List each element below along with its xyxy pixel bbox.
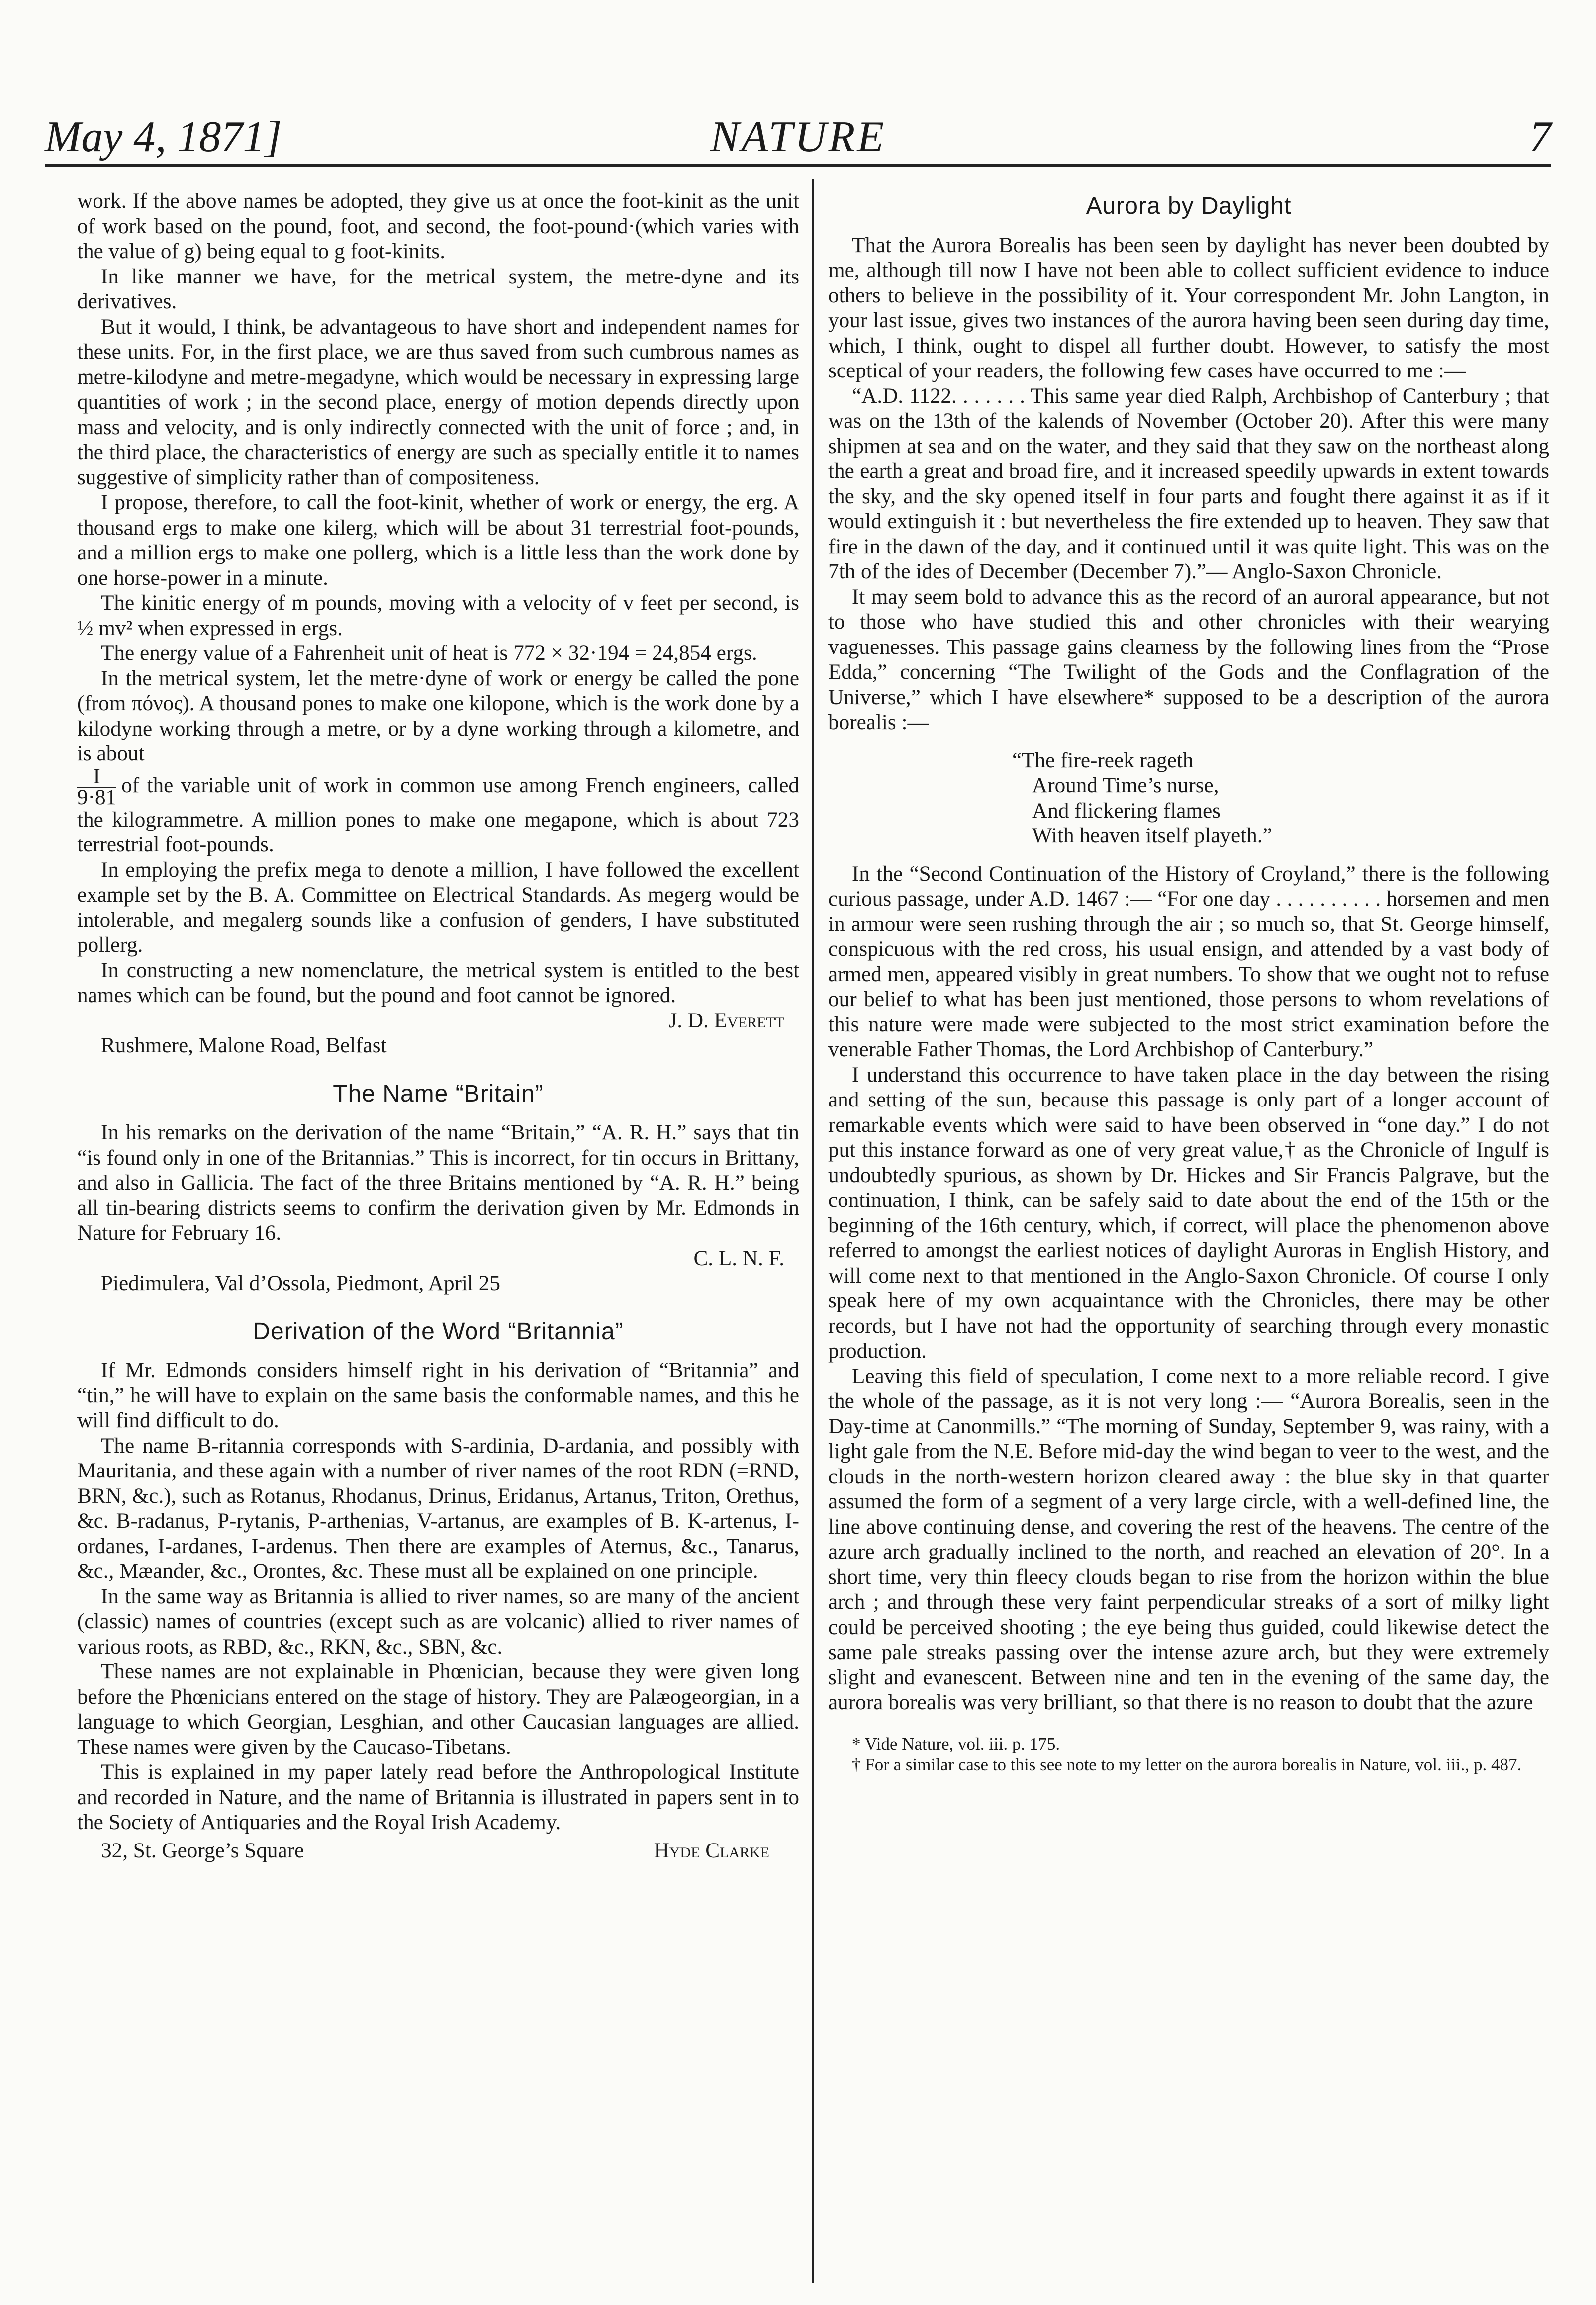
paragraph: It may seem bold to advance this as the record of an auroral appearance, but not to those who have studied this and other chronicles with their wearying vaguenesses. This passage gains clearness by the following lines from the “Prose Edda,” concerning “The Twilight of the Gods and the Conflagration of the Universe,” which I have elsewhere* supposed to be a description of the aurora borealis :— <box>828 585 1549 734</box>
article-heading: Aurora by Daylight <box>1086 193 1292 219</box>
paragraph: In like manner we have, for the metrical system, the metre-dyne and its derivatives. <box>77 265 799 313</box>
signature-line <box>77 1839 799 1864</box>
paragraph: But it would, I think, be advantageous to have short and independent names for these units. For, in the first place, we are thus saved from such cumbrous names as metre-kilodyne and metre-megadyne, which would be necessary in expressing large quantities of work ; in the second place, energy of motion depends directly upon mass and velocity, and is only indirectly connected with the unit of force ; and, in the third place, the characteristics of energy are such as specially entitle it to names suggestive of simplicity rather than of compositeness. <box>77 315 799 489</box>
paragraph: In his remarks on the derivation of the name “Britain,” “A. R. H.” says that tin “is found only in one of the Britannias.” This is incorrect, for tin occurs in Brittany, and also in Gallicia. The fact of the three Britains mentioned by “A. R. H.” being all tin-bearing districts seems to confirm the derivation given by Mr. Edmonds in Nature for February 16. <box>77 1121 799 1245</box>
right-column <box>828 189 1549 1775</box>
paragraph: In the same way as Britannia is allied to river names, so are many of the ancient (classic) names of countries (except such as are volcanic) allied to river names of various roots, as RBD, &c., RKN, &c., SBN, &c. <box>77 1584 799 1659</box>
paragraph: If Mr. Edmonds considers himself right in his derivation of “Britannia” and “tin,” he will have to explain on the same basis the conformable names, and this he will find difficult to do. <box>77 1359 799 1432</box>
signature: J. D. Everett <box>668 1009 784 1032</box>
paragraph: These names are not explainable in Phœnician, because they were given long before the Phœnicians entered on the stage of history. They are Palæogeorgian, in a language to which Georgian, Lesghian, and other Caucasian languages are allied. These names were given by the Caucaso-Tibetans. <box>77 1660 799 1759</box>
paragraph: The energy value of a Fahrenheit unit of heat is 772 × 32·194 = 24,854 ergs. <box>101 642 757 665</box>
address: 32, St. George’s Square <box>101 1839 304 1862</box>
paragraph: In constructing a new nomenclature, the metrical system is entitled to the best names which can be found, but the pound and foot cannot be ignored. <box>77 958 799 1007</box>
paragraph: I propose, therefore, to call the foot-kinit, whether of work or energy, the erg. A thousand ergs to make one kilerg, which will be about 31 terrestrial foot-pounds, and a million ergs to make one pollerg, which is a little less than the work done by one horse-power in a minute. <box>77 491 799 590</box>
footnotes <box>828 1734 1549 1775</box>
poem-line: With heaven itself playeth.” <box>1032 824 1272 847</box>
signature: Hyde Clarke <box>654 1839 769 1862</box>
fraction-denominator: 9·81 <box>77 785 117 809</box>
paragraph: In employing the prefix mega to denote a million, I have followed the excellent example set by the B. A. Committee on Electrical Standards. As megerg would be intolerable, and megalerg sounds like a confusion of genders, I have substituted pollerg. <box>77 858 799 957</box>
address: Piedimulera, Val d’Ossola, Piedmont, April 25 <box>101 1272 500 1295</box>
page-number: 7 <box>1529 113 1551 161</box>
poem-line: “The fire-reek rageth <box>1012 748 1194 772</box>
issue-date: May 4, 1871] <box>45 113 282 161</box>
journal-title: NATURE <box>710 113 886 161</box>
paragraph: The kinitic energy of m pounds, moving with a velocity of v feet per second, is ½ mv² when expressed in ergs. <box>77 591 799 640</box>
quotation: “A.D. 1122. . . . . . . This same year died Ralph, Archbishop of Canterbury ; that was on the 13th of the kalends of November (October 20). After this were many shipmen at sea and on the water, and they said that they saw on the northeast along the earth a great and broad fire, and it increased speedily upwards in extent towards the sky, and the sky opened itself in four parts and fought there against it as if it would extinguish it : but nevertheless the fire extended up to heaven. They saw that fire in the dawn of the day, and it continued until it was quite light. This was on the 7th of the ides of December (December 7).”— Anglo-Saxon Chronicle. <box>828 384 1549 583</box>
paragraph: work. If the above names be adopted, they give us at once the foot-kinit as the unit of work based on the pound, foot, and second, the foot-pound·(which varies with the value of g) being equal to g foot-kinits. <box>77 189 799 263</box>
paragraph: In the metrical system, let the metre·dyne of work or energy be called the pone (from πόνος). A thousand pones to make one kilopone, which is the work done by a kilodyne working through a metre, or by a dyne working through a kilometre, and is about <box>77 666 799 765</box>
paragraph: That the Aurora Borealis has been seen by daylight has never been doubted by me, although till now I have not been able to collect sufficient evidence to induce others to believe in the possibility of it. Your correspondent Mr. John Langton, in your last issue, gives two instances of the aurora having been seen during day time, which, I think, ought to dispel all further doubt. However, to satisfy the most sceptical of your readers, the following few cases have occurred to me :— <box>828 233 1549 382</box>
poem <box>1012 748 1549 849</box>
paragraph: I understand this occurrence to have taken place in the day between the rising and setting of the sun, because this passage is only part of a longer account of remarkable events which were said to have been observed in “one day.” I do not put this instance forward as one of very great value,† as the Chronicle of Ingulf is undoubtedly spurious, as shown by Dr. Hickes and Sir Francis Palgrave, but the continuation, I think, can be safely said to date about the end of the 15th or the beginning of the 16th century, which, if correct, will place the phenomenon above referred to amongst the earliest notices of daylight Auroras in English History, and will come next to that mentioned in the Anglo-Saxon Chronicle. Of course I only speak here of my own acquaintance with the Chronicles, there may be other records, but I have not had the opportunity of searching through every monastic production. <box>828 1063 1549 1363</box>
article-heading: Derivation of the Word “Britannia” <box>253 1318 624 1345</box>
poem-line: Around Time’s nurse, <box>1032 774 1219 797</box>
left-column <box>77 189 799 1863</box>
fraction-numerator: I <box>77 767 116 788</box>
paragraph: Leaving this field of speculation, I come next to a more reliable record. I give the whole of the passage, as it is not very long :— “Aurora Borealis, seen in the Day-time at Canonmills.” “The morning of Sunday, September 9, was rainy, with a light gale from the N.E. Before mid-day the wind began to veer to the west, and the clouds in the north-western horizon cleared away : the blue sky in that quarter assumed the form of a segment of a very large circle, with a well-defined line, the line above continuing dense, and covering the rest of the heavens. The centre of the azure arch gradually inclined to the north, and reached an elevation of 20°. In a short time, very thin fleecy clouds began to rise from the horizon within the blue arch ; and through these very faint perpendicular streaks of a sort of milky light could be perceived shooting ; the eye being thus guided, could likewise detect the same pale streaks passing over the intense azure arch, but they were extremely slight and evanescent. Between nine and ten in the evening of the same day, the aurora borealis was very brilliant, so that there is no reason to doubt that the azure <box>828 1364 1549 1714</box>
column-divider <box>812 179 814 2283</box>
page-header <box>45 104 1551 164</box>
header-rule <box>45 164 1551 167</box>
article-heading: The Name “Britain” <box>333 1080 544 1107</box>
paragraph: The name B-ritannia corresponds with S-ardinia, D-ardania, and possibly with Mauritania, and these again with a number of river names of the root RDN (=RND, BRN, &c.), such as Rotanus, Rhodanus, Drinus, Eridanus, Artanus, Triton, Orethus, &c. B-radanus, P-rytanis, P-arthenias, V-artanus, are examples of B. K-artenus, I-ordanes, I-ardanes, I-ardenus. Then there are examples of Aternus, &c., Tanarus, &c., Mæander, &c., Orontes, &c. These must all be explained on one principle. <box>77 1434 799 1583</box>
poem-line: And flickering flames <box>1032 799 1220 823</box>
address: Rushmere, Malone Road, Belfast <box>101 1034 387 1057</box>
paragraph-fraction <box>77 764 799 858</box>
fraction <box>77 764 117 809</box>
signature: C. L. N. F. <box>693 1246 784 1270</box>
footnote: * Vide Nature, vol. iii. p. 175. <box>852 1734 1060 1753</box>
paragraph: In the “Second Continuation of the History of Croyland,” there is the following curious passage, under A.D. 1467 :— “For one day . . . . . . . . . . horsemen and men in armour were seen rushing through the air ; so much so, that St. George himself, conspicuous with the red cross, his usual ensign, and attended by a vast body of armed men, appeared visibly in great numbers. To show that we ought not to refuse our belief to what has been just mentioned, those persons to whom revelations of this nature were made were subjected to the most strict examination before the venerable Father Thomas, the Lord Archbishop of Canterbury.” <box>828 862 1549 1061</box>
paragraph-continued: of the variable unit of work in common use among French engineers, called the kilogrammetre. A million pones to make one megapone, which is about 723 terrestrial foot-pounds. <box>77 773 799 856</box>
footnote: † For a similar case to this see note to my letter on the aurora borealis in Nature, vol. iii., p. 487. <box>852 1754 1522 1774</box>
paragraph: This is explained in my paper lately read before the Anthropological Institute and recorded in Nature, and the name of Britannia is illustrated in papers sent in to the Society of Antiquaries and the Royal Irish Academy. <box>77 1760 799 1834</box>
